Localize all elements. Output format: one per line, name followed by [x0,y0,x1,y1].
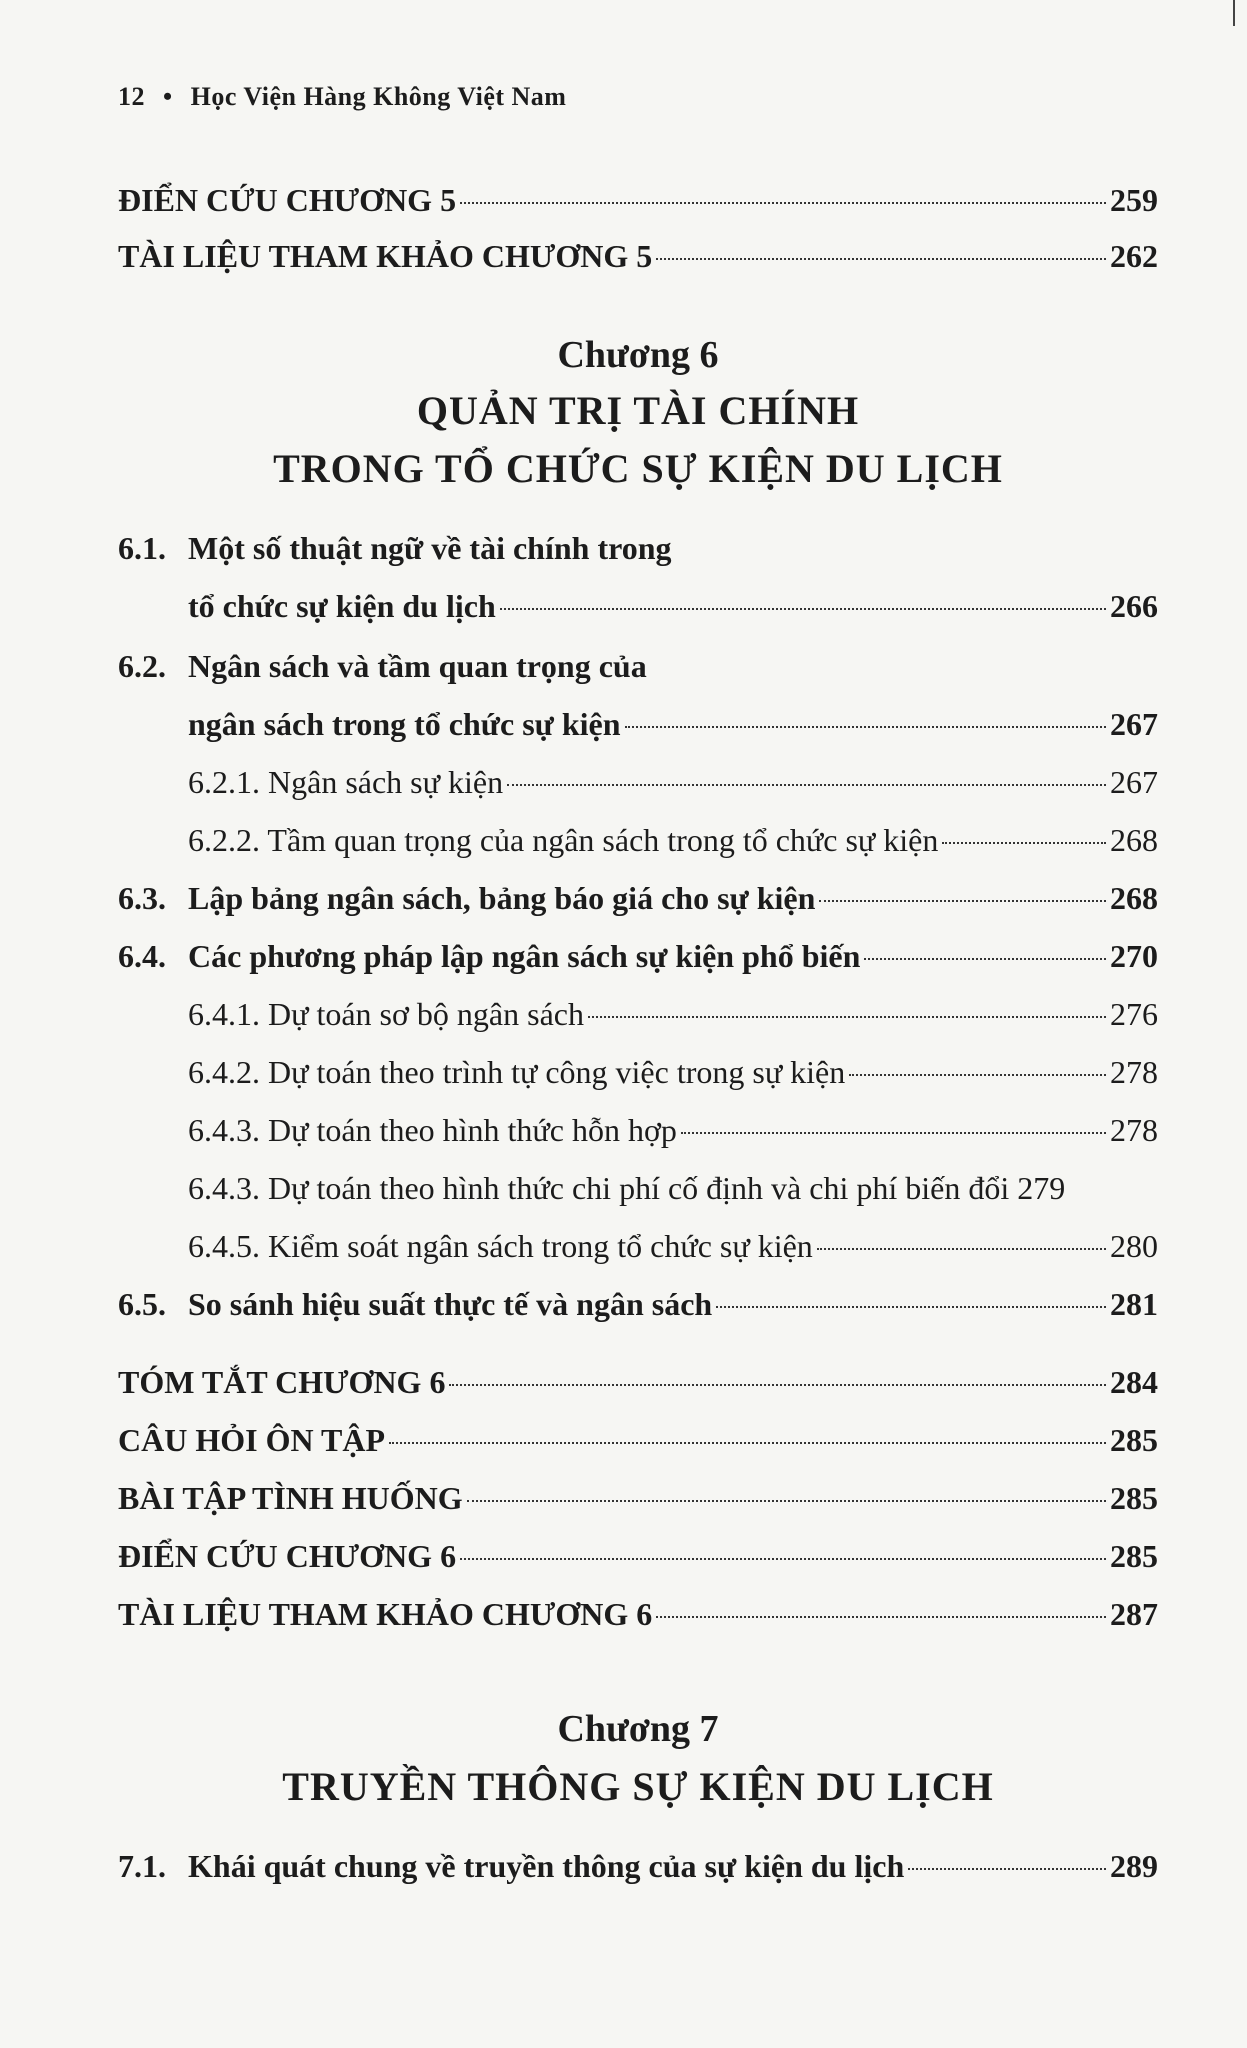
page-ref: 285 [1110,1480,1158,1516]
header-separator: • [163,82,173,111]
page-ref: 266 [1110,588,1158,624]
toc-entry-6-4-2[interactable]: 6.4.2. Dự toán theo trình tự công việc trong sự kiện 278 [188,1054,1158,1090]
page-number: 12 [118,82,145,111]
toc-entry-6-5[interactable]: So sánh hiệu suất thực tế và ngân sách 281 [188,1286,1158,1322]
section-6-2-number: 6.2. [118,648,166,684]
chapter-6-title-line2: TRONG TỔ CHỨC SỰ KIỆN DU LỊCH [273,446,1003,491]
page-ref: 278 [1110,1112,1158,1148]
publisher-name: Học Viện Hàng Không Việt Nam [190,82,567,111]
toc-entry-case-study-ch5[interactable]: ĐIỂN CỨU CHƯƠNG 5 259 [118,182,1158,218]
toc-entry-7-1[interactable]: Khái quát chung về truyền thông của sự kiện du lịch 289 [188,1848,1158,1884]
toc-entry-summary-ch6[interactable]: TÓM TẮT CHƯƠNG 6 284 [118,1364,1158,1400]
section-6-3-number: 6.3. [118,880,166,916]
page-ref: 287 [1110,1596,1158,1632]
chapter-6-title-line1: QUẢN TRỊ TÀI CHÍNH [416,388,860,433]
page-ref: 278 [1110,1054,1158,1090]
page-ref: 285 [1110,1422,1158,1458]
page-ref: 267 [1110,764,1158,800]
toc-entry-case-study-ch6[interactable]: ĐIỂN CỨU CHƯƠNG 6 285 [118,1538,1158,1574]
running-header [118,82,566,112]
section-6-1-number: 6.1. [118,530,166,566]
page-ref: 285 [1110,1538,1158,1574]
toc-entry-6-2[interactable]: ngân sách trong tổ chức sự kiện 267 [188,706,1158,742]
page-ref: 267 [1110,706,1158,742]
chapter-6-label: Chương 6 [557,334,719,376]
page-ref: 280 [1110,1228,1158,1264]
toc-entry-review-questions-ch6[interactable]: CÂU HỎI ÔN TẬP 285 [118,1422,1158,1458]
toc-entry-6-4[interactable]: Các phương pháp lập ngân sách sự kiện phổ biến 270 [188,938,1158,974]
toc-entry-6-3[interactable]: Lập bảng ngân sách, bảng báo giá cho sự kiện 268 [188,880,1158,916]
page-ref: 281 [1110,1286,1158,1322]
toc-entry-6-2-1[interactable]: 6.2.1. Ngân sách sự kiện 267 [188,764,1158,800]
toc-entry-6-1[interactable]: tổ chức sự kiện du lịch 266 [188,588,1158,624]
toc-entry-6-4-5[interactable]: 6.4.5. Kiểm soát ngân sách trong tổ chức sự kiện 280 [188,1228,1158,1264]
page-ref: 284 [1110,1364,1158,1400]
section-6-2-line1: Ngân sách và tầm quan trọng của [188,648,647,684]
page-ref: 279 [1017,1170,1066,1206]
toc-entry-references-ch6[interactable]: TÀI LIỆU THAM KHẢO CHƯƠNG 6 287 [118,1596,1158,1632]
page-edge-mark [1233,0,1235,26]
toc-entry-references-ch5[interactable]: TÀI LIỆU THAM KHẢO CHƯƠNG 5 262 [118,238,1158,274]
page-ref: 268 [1110,822,1158,858]
toc-entry-6-4-3b[interactable]: 6.4.3. Dự toán theo hình thức chi phí cố định và chi phí biến đổi 279 [188,1170,1066,1206]
chapter-7-label: Chương 7 [557,1708,719,1750]
page-ref: 259 [1110,182,1158,218]
toc-entry-6-4-3[interactable]: 6.4.3. Dự toán theo hình thức hỗn hợp 278 [188,1112,1158,1148]
section-6-1-line1: Một số thuật ngữ về tài chính trong [188,530,672,566]
chapter-7-title: TRUYỀN THÔNG SỰ KIỆN DU LỊCH [282,1764,994,1809]
toc-entry-6-2-2[interactable]: 6.2.2. Tầm quan trọng của ngân sách trong tổ chức sự kiện 268 [188,822,1158,858]
toc-entry-case-exercises-ch6[interactable]: BÀI TẬP TÌNH HUỐNG 285 [118,1480,1158,1516]
section-7-1-number: 7.1. [118,1848,166,1884]
section-6-4-number: 6.4. [118,938,166,974]
page-ref: 276 [1110,996,1158,1032]
page-ref: 262 [1110,238,1158,274]
page-ref: 268 [1110,880,1158,916]
section-6-5-number: 6.5. [118,1286,166,1322]
toc-entry-6-4-1[interactable]: 6.4.1. Dự toán sơ bộ ngân sách 276 [188,996,1158,1032]
page-ref: 289 [1110,1848,1158,1884]
page-ref: 270 [1110,938,1158,974]
